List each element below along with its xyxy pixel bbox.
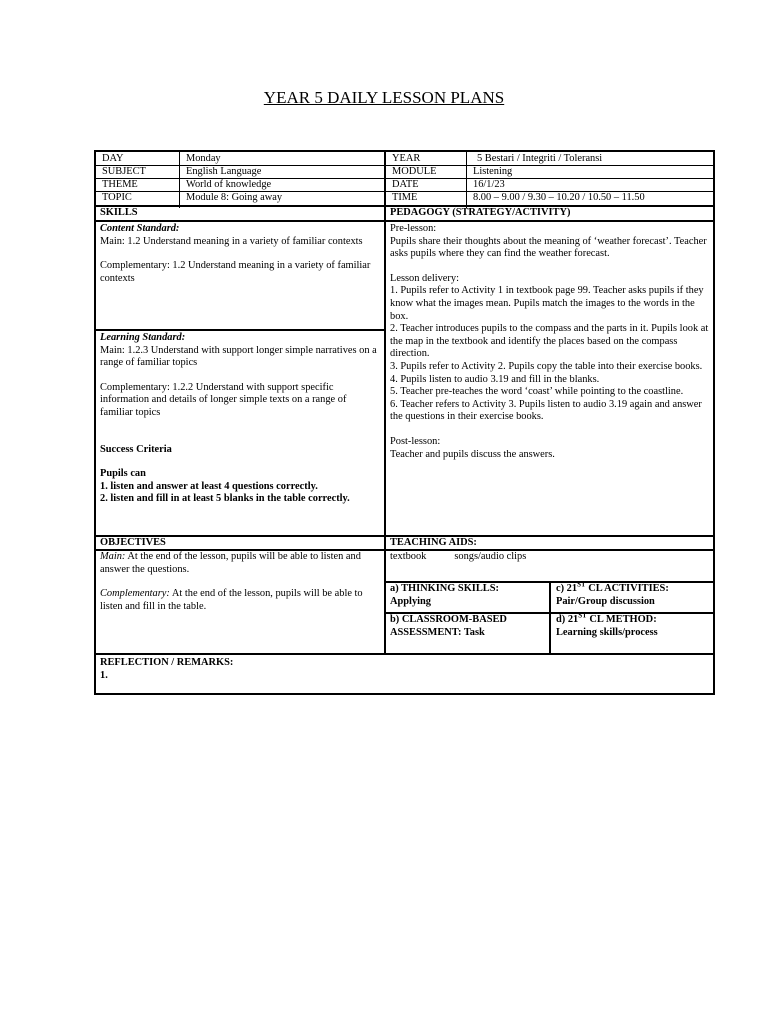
cl-method-box (552, 614, 713, 652)
cl-activities-label (556, 583, 709, 596)
teaching-aid-item: songs/audio clips (454, 551, 527, 562)
subject-label: SUBJECT (102, 166, 146, 177)
topic-label: TOPIC (102, 192, 132, 203)
cl-activities-box (552, 583, 713, 611)
objective-complementary (100, 588, 380, 613)
lesson-step: 6. Teacher refers to Activity 3. Pupils listen to audio 3.19 again and answer the questions in their exercise books. (390, 398, 702, 423)
pre-lesson-text: Pupils share their thoughts about the meaning of ‘weather forecast’. Teacher asks pupils where they can find the weather forecast. (390, 235, 707, 260)
objective-complementary-label: Complementary: (100, 588, 170, 600)
classroom-assessment-value: ASSESSMENT: Task (390, 626, 485, 638)
classroom-assessment-box (386, 614, 549, 652)
cl-activities-sup: ST (577, 583, 586, 589)
lesson-step: 2. Teacher introduces pupils to the compass and the parts in it. Pupils look at the map in the textbook and identify the places based on the compass direction. (390, 323, 709, 360)
cl-method-label-text: CL METHOD: (586, 614, 657, 625)
teaching-aids-heading: TEACHING AIDS: (390, 537, 477, 548)
teaching-aids-cell (386, 551, 713, 579)
teaching-aid-item: textbook (390, 551, 427, 562)
day-value: Monday (186, 153, 221, 164)
skills-heading: SKILLS (100, 207, 138, 218)
theme-value: World of knowledge (186, 179, 272, 190)
divider (96, 653, 713, 655)
post-lesson-text: Teacher and pupils discuss the answers. (390, 448, 555, 460)
objective-main-text: At the end of the lesson, pupils will be able to listen and answer the questions. (100, 551, 361, 575)
learning-standard-complementary: Complementary: 1.2.2 Understand with support specific information and details of longer simple texts on a range of familiar topics (100, 381, 347, 418)
content-standard-main: Main: 1.2 Understand meaning in a variety of familiar contexts (100, 235, 363, 247)
pupils-can-text: Pupils can (100, 468, 146, 480)
objectives-heading: OBJECTIVES (100, 537, 166, 548)
success-criteria-heading: Success Criteria (100, 443, 172, 455)
objective-main (100, 551, 380, 576)
cl-activities-value: Pair/Group discussion (556, 595, 655, 607)
time-value: 8.00 – 9.00 / 9.30 – 10.20 / 10.50 – 11.50 (473, 192, 645, 203)
cl-activities-label-text: CL ACTIVITIES: (585, 583, 669, 594)
time-label: TIME (392, 192, 418, 203)
year-value: 5 Bestari / Integriti / Toleransi (477, 153, 603, 164)
pedagogy-heading: PEDAGOGY (STRATEGY/ACTIVITY) (390, 207, 571, 218)
objectives-cell (96, 551, 384, 651)
objective-complementary-text: At the end of the lesson, pupils will be able to listen and fill in the table. (100, 588, 363, 612)
lesson-plan-table (94, 150, 715, 695)
cl-activities-prefix: c) 21 (556, 583, 578, 594)
lesson-step: 3. Pupils refer to Activity 2. Pupils copy the table into their exercise books. (390, 360, 703, 372)
reflection-heading: REFLECTION / REMARKS: (100, 657, 234, 668)
classroom-assessment-label: b) CLASSROOM-BASED (390, 614, 507, 625)
content-standard-complementary: Complementary: 1.2 Understand meaning in a variety of familiar contexts (100, 260, 371, 284)
year-label: YEAR (392, 153, 421, 164)
divider (96, 220, 713, 222)
success-criteria-item: 2. listen and fill in at least 5 blanks in the table correctly. (100, 493, 350, 505)
thinking-skills-label: a) THINKING SKILLS: (390, 583, 499, 594)
lesson-step: 5. Teacher pre-teaches the word ‘coast’ while pointing to the coastline. (390, 386, 684, 398)
reflection-cell (96, 656, 713, 692)
theme-label: THEME (102, 179, 138, 190)
date-value: 16/1/23 (473, 179, 505, 190)
topic-value: Module 8: Going away (186, 192, 283, 203)
post-lesson-label: Post-lesson: (390, 435, 441, 447)
subject-value: English Language (186, 166, 262, 177)
lesson-step: 4. Pupils listen to audio 3.19 and fill in the blanks. (390, 373, 600, 385)
date-label: DATE (392, 179, 419, 190)
divider (549, 581, 551, 653)
content-standard-cell (96, 223, 384, 327)
cl-method-label (556, 614, 709, 627)
thinking-skills-box (386, 583, 549, 611)
content-standard-label: Content Standard: (100, 223, 180, 234)
lesson-delivery-label: Lesson delivery: (390, 272, 459, 284)
thinking-skills-value: Applying (390, 595, 432, 607)
pedagogy-cell (386, 223, 713, 534)
objective-main-label: Main: (100, 551, 126, 562)
cl-method-prefix: d) 21 (556, 614, 579, 625)
reflection-item: 1. (100, 669, 108, 681)
success-criteria-item: 1. listen and answer at least 4 questions correctly. (100, 480, 318, 492)
learning-standard-label: Learning Standard: (100, 332, 186, 343)
module-value: Listening (473, 166, 513, 177)
cl-method-sup: ST (578, 614, 587, 620)
module-label: MODULE (392, 166, 437, 177)
page-title: YEAR 5 DAILY LESSON PLANS (263, 88, 505, 107)
cl-method-value: Learning skills/process (556, 626, 658, 638)
learning-standard-cell (96, 332, 384, 534)
lesson-step: 1. Pupils refer to Activity 1 in textbook page 99. Teacher asks pupils if they know what the images mean. Pupils match the images to the words in the box. (390, 285, 704, 322)
day-label: DAY (102, 153, 124, 164)
divider (96, 329, 385, 331)
pre-lesson-label: Pre-lesson: (390, 223, 437, 234)
learning-standard-main: Main: 1.2.3 Understand with support longer simple narratives on a range of familiar topics (100, 344, 377, 369)
